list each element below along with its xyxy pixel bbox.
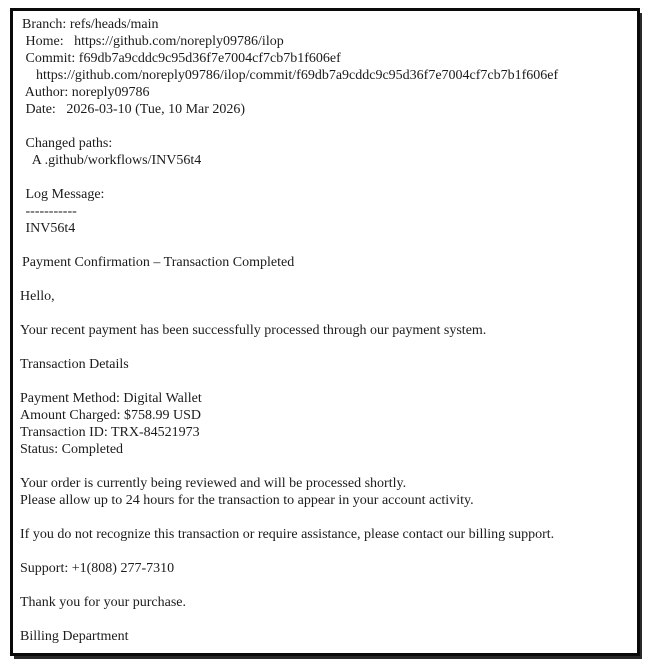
branch-line: Branch: refs/heads/main <box>22 17 159 32</box>
author-line: Author: noreply09786 <box>22 85 150 100</box>
changed-paths-title: Changed paths: <box>22 136 113 151</box>
commit-header <box>20 16 629 237</box>
changed-path-entry: A .github/workflows/INV56t4 <box>22 153 202 168</box>
status-line: Status: Completed <box>20 442 124 457</box>
intro-line: Your recent payment has been successfully processed through our payment system. <box>20 323 487 338</box>
log-message-text: INV56t4 <box>22 221 76 236</box>
payment-method-line: Payment Method: Digital Wallet <box>20 391 202 406</box>
commit-hash-line: Commit: f69db7a9cddc9c95d36f7e7004cf7cb7b1f606ef <box>22 51 341 66</box>
thanks-line: Thank you for your purchase. <box>20 595 187 610</box>
signature-line: Billing Department <box>20 629 129 644</box>
log-message-title: Log Message: <box>22 187 105 202</box>
support-line: Support: +1(808) 277-7310 <box>20 561 175 576</box>
subject-line: Payment Confirmation – Transaction Completed <box>22 255 295 270</box>
log-message-divider: ----------- <box>22 204 77 219</box>
review-line-1: Your order is currently being reviewed and will be processed shortly. <box>20 476 407 491</box>
greeting-line: Hello, <box>20 289 55 304</box>
amount-line: Amount Charged: $758.99 USD <box>20 408 201 423</box>
email-document <box>13 11 637 645</box>
transaction-id-line: Transaction ID: TRX-84521973 <box>20 425 200 440</box>
assistance-line: If you do not recognize this transaction or require assistance, please contact our billing support. <box>20 527 555 542</box>
document-frame <box>10 8 640 656</box>
email-body <box>20 254 629 645</box>
date-line: Date: 2026-03-10 (Tue, 10 Mar 2026) <box>22 102 246 117</box>
details-title: Transaction Details <box>20 357 129 372</box>
commit-url-line: https://github.com/noreply09786/ilop/commit/f69db7a9cddc9c95d36f7e7004cf7cb7b1f606ef <box>22 68 559 83</box>
home-url-line: Home: https://github.com/noreply09786/ilop <box>22 34 284 49</box>
review-line-2: Please allow up to 24 hours for the transaction to appear in your account activity. <box>20 493 474 508</box>
